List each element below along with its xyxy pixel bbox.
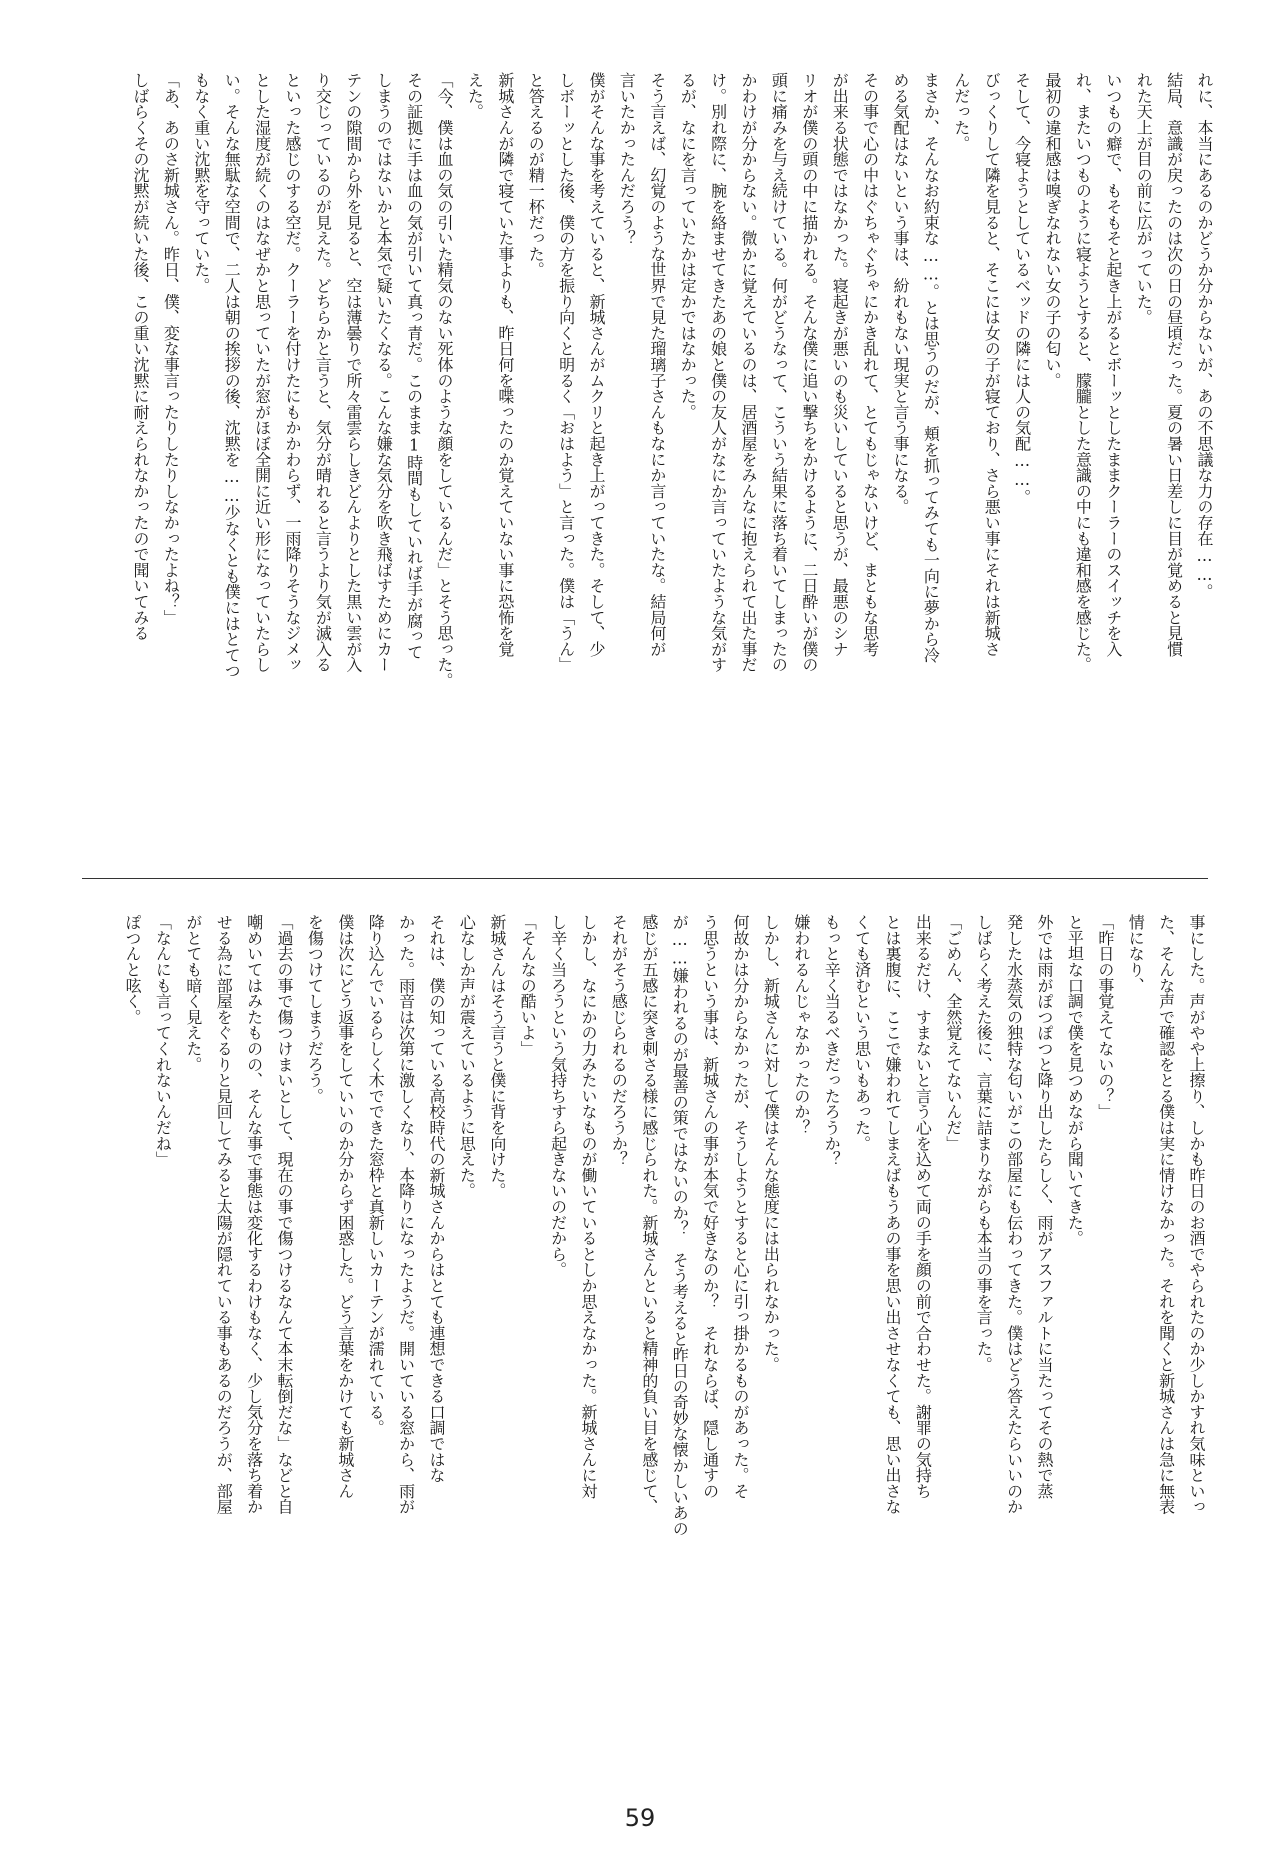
text-line: れ、またいつものように寝ようとすると、朦朧とした意識の中にも違和感を感じた。 bbox=[1073, 72, 1093, 673]
text-line: 「今、僕は血の気の引いた精気のない死体のような顔をしているんだ」とそう思った。 bbox=[435, 72, 454, 689]
text-line: それがそう感じられるのだろうか？ bbox=[609, 914, 629, 1167]
text-line: その事で心の中はぐちゃぐちゃにかき乱れて、とてもじゃないけど、まともな思考 bbox=[860, 72, 880, 657]
text-line: 僕がそんな事を考えていると、新城さんがムクリと起き上がってきた。そして、少 bbox=[587, 72, 606, 657]
text-line: リオが僕の頭の中に描かれる。そんな僕に追い撃ちをかけるように、二日酔いが僕の bbox=[799, 72, 819, 673]
text-line: 降り込んでいるらしく木でできた窓枠と真新しいカーテンが濡れている。 bbox=[366, 914, 386, 1436]
text-line: せる為に部屋をぐるりと見回してみると太陽が隠れている事もあるのだろうが、部屋 bbox=[214, 914, 234, 1515]
text-line: かった。雨音は次第に激しくなり、本降りになったようだ。開いている窓から、雨が bbox=[396, 914, 416, 1515]
text-line: し辛く当ろうという気持ちすら起きないのだから。 bbox=[548, 914, 568, 1278]
text-line: い。そんな無駄な空間で、二人は朝の挨拶の後、沈黙を……少なくとも僕にはとてつ bbox=[222, 72, 242, 679]
text-line: それは、僕の知っている高校時代の新城さんからはとても連想できる口調ではな bbox=[427, 914, 446, 1483]
text-line: るが、なにを言っていたかは定かではなかった。 bbox=[678, 72, 698, 420]
text-line: まさか、そんなお約束な……。とは思うのだが、頬を抓ってみても一向に夢から冷 bbox=[921, 72, 941, 663]
text-line: ぽつんと呟く。 bbox=[123, 914, 142, 1025]
text-line: 外では雨がぽつぽつと降り出したらしく、雨がアスファルトに当たってその熱で蒸 bbox=[1035, 914, 1054, 1499]
text-line: け。別れ際に、腕を絡ませてきたあの娘と僕の友人がなにか言っていたような気がす bbox=[708, 72, 728, 673]
text-line: 事にした。声がやや上擦り、しかも昨日のお酒でやられたのか少しかすれ気味といっ bbox=[1187, 914, 1206, 1515]
text-line: その証拠に手は血の気が引いて真っ青だ。このまま1時間もしていれば手が腐って bbox=[404, 72, 424, 660]
text-line: しボーッとした後、僕の方を振り向くと明るく「おはよう」と言った。僕は「うん」 bbox=[556, 72, 576, 673]
text-line: といった感じのする空だ。クーラーを付けたにもかかわらず、一雨降りそうなジメッ bbox=[283, 72, 302, 673]
text-line: かわけが分からない。微かに覚えているのは、居酒屋をみんなに抱えられて出た事だ bbox=[739, 72, 758, 673]
text-line: と平坦な口調で僕を見つめながら聞いてきた。 bbox=[1065, 914, 1085, 1246]
text-line: 何故かは分からなかったが、そうしようとすると心に引っ掛かるものがあった。そ bbox=[731, 914, 750, 1499]
text-line: が……嫌われるのが最善の策ではないのか？ そう考えると昨日の奇妙な懐かしいあの bbox=[670, 914, 690, 1537]
text-line: 新城さんが隣で寝ていた事よりも、昨日何を喋ったのか覚えていない事に恐怖を覚 bbox=[495, 72, 515, 657]
text-line: そう言えば、幻覚のような世界で見た瑠璃子さんもなにか言っていたな。結局何が bbox=[647, 72, 667, 657]
text-line: しかし、新城さんに対して僕はそんな態度には出られなかった。 bbox=[761, 914, 781, 1373]
text-line: もっと辛く当るべきだったろうか？ bbox=[822, 914, 842, 1167]
text-line: 「そんなの酷いよ」 bbox=[518, 914, 538, 1057]
text-line: 出来るだけ、すまないと言う心を込めて両の手を顔の前で合わせた。謝罪の気持ち bbox=[913, 914, 933, 1499]
text-line: がとても暗く見えた。 bbox=[183, 914, 203, 1073]
text-line: れに、本当にあるのかどうか分からないが、あの不思議な力の存在……。 bbox=[1195, 72, 1214, 600]
text-line: びっくりして隣を見ると、そこには女の子が寝ており、さら悪い事にそれは新城さ bbox=[982, 72, 1002, 657]
text-line: いつもの癖で、もそもそと起き上がるとボーッとしたままクーラーのスイッチを入 bbox=[1103, 72, 1123, 657]
text-line: める気配はないという事は、紛れもない現実と言う事になる。 bbox=[891, 72, 910, 515]
text-line: た、そんな声で確認をとる僕は実に情けなかった。それを聞くと新城さんは急に無表 bbox=[1156, 914, 1176, 1515]
text-line: 頭に痛みを与え続けている。何がどうなって、こういう結果に落ち着いてしまったの bbox=[769, 72, 789, 673]
text-line: しまうのではないかと本気で疑いたくなる。こんな嫌な気分を吹き飛ばすためにカー bbox=[374, 72, 394, 673]
text-line: くても済むという思いもあった。 bbox=[852, 914, 872, 1152]
text-line: う思うという事は、新城さんの事が本気で好きなのか？ それならば、隠し通すの bbox=[700, 914, 720, 1499]
text-line: しかし、なにかの力みたいなものが働いているとしか思えなかった。新城さんに対 bbox=[579, 914, 598, 1499]
section-divider bbox=[82, 878, 1208, 879]
text-line: んだった。 bbox=[951, 72, 971, 152]
text-line: 言いたかったんだろう？ bbox=[617, 72, 637, 246]
text-line: しばらくその沈黙が続いた後、この重い沈黙に耐えられなかったので聞いてみる bbox=[131, 72, 150, 641]
text-line: 嘲めいてはみたものの、そんな事で事態は変化するわけもなく、少し気分を落ち着か bbox=[244, 914, 264, 1515]
text-line: そして、今寝ようとしているベッドの隣には人の気配……。 bbox=[1012, 72, 1032, 505]
text-line: とした湿度が続くのはなぜかと思っていたが窓がほぼ全開に近い形になっていたらし bbox=[252, 72, 272, 673]
page-number: 59 bbox=[624, 1804, 656, 1832]
text-line: 最初の違和感は嗅ぎなれない女の子の匂い。 bbox=[1043, 72, 1062, 389]
text-line: れた天上が目の前に広がっていた。 bbox=[1134, 72, 1154, 325]
text-line: 「過去の事で傷つけまいとして、現在の事で傷つけるなんて本末転倒だな」などと自 bbox=[275, 914, 294, 1515]
upper-text-block bbox=[0, 72, 1280, 844]
text-line: 「あ、あのさ新城さん。昨日、僕、変な事言ったりしたりしなかったよね？」 bbox=[161, 72, 181, 626]
text-line: と答えるのが精一杯だった。 bbox=[526, 72, 546, 278]
text-line: 結局、意識が戻ったのは次の日の昼頃だった。夏の暑い日差しに目が覚めると見慣 bbox=[1164, 72, 1184, 657]
text-line: テンの隙間から外を見ると、空は薄曇りで所々雷雲らしきどんよりとした黒い雲が入 bbox=[343, 72, 363, 673]
text-line: えた。 bbox=[465, 72, 485, 120]
text-line: 情になり、 bbox=[1126, 914, 1146, 994]
text-line: 新城さんはそう言うと僕に背を向けた。 bbox=[487, 914, 507, 1199]
text-line: を傷つけてしまうだろう。 bbox=[305, 914, 325, 1104]
text-line: 「昨日の事覚えてないの？」 bbox=[1095, 914, 1115, 1120]
text-line: 僕は次にどう返事をしていいのか分からず困惑した。どう言葉をかけても新城さん bbox=[335, 914, 355, 1499]
text-line: 感じが五感に突き刺さる様に感じられた。新城さんといると精神的負い目を感じて、 bbox=[639, 914, 659, 1515]
text-line: が出来る状態ではなかった。寝起きが悪いのも災いしていると思うが、最悪のシナ bbox=[830, 72, 850, 657]
text-line: 心なしか声が震えているように思えた。 bbox=[457, 914, 477, 1199]
text-line: しばらく考えた後に、言葉に詰まりながらも本当の事を言った。 bbox=[974, 914, 994, 1373]
text-line: 発した水蒸気の独特な匂いがこの部屋にも伝わってきた。僕はどう答えたらいいのか bbox=[1004, 914, 1024, 1515]
lower-text-block bbox=[0, 914, 1280, 1800]
text-line: とは裏腹に、ここで嫌われてしまえばもうあの事を思い出させなくても、思い出さな bbox=[883, 914, 902, 1515]
text-line: 「ごめん、全然覚えてないんだ」 bbox=[943, 914, 963, 1152]
text-line: 「なんにも言ってくれないんだね」 bbox=[153, 914, 173, 1167]
text-line: り交じっているのが見えた。どちらかと言うと、気分が晴れると言うより気が滅入る bbox=[313, 72, 333, 673]
text-line: 嫌われるんじゃなかったのか？ bbox=[791, 914, 811, 1136]
text-line: もなく重い沈黙を守っていた。 bbox=[191, 72, 211, 294]
